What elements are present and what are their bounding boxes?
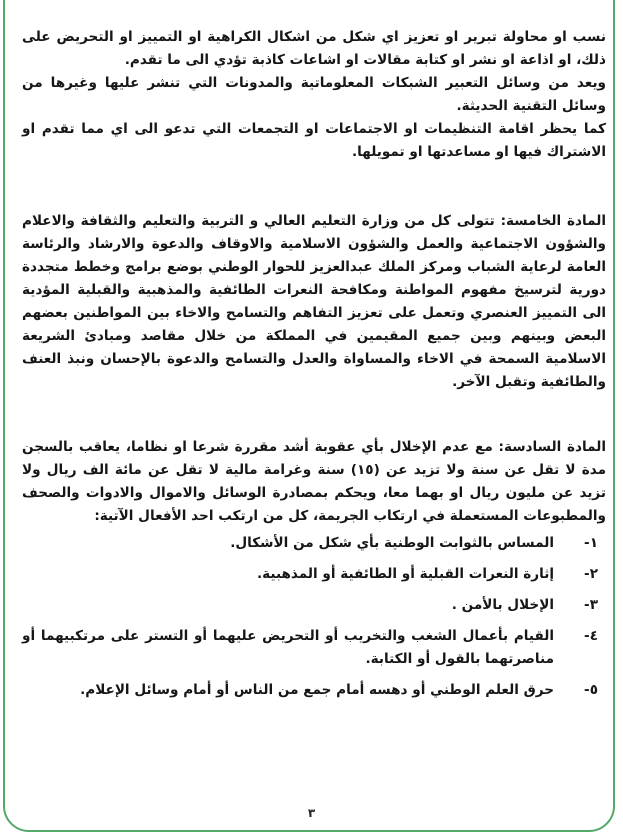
list-item-text: حرق العلم الوطني أو دهسه أمام جمع من الناس أو أمام وسائل الإعلام. (80, 682, 554, 698)
page-number: ٣ (307, 806, 316, 820)
list-item (22, 563, 606, 586)
article-six: المادة السادسة: مع عدم الإخلال بأي عقوبة أشد مقررة شرعا او نظاما، يعاقب بالسجن مدة لا تقل عن سنة ولا تزيد عن (١٥) سنة وغرامة مالية لا تقل عن مائة الف ريال ولا تزيد عن مليون ريال او بهما معا، ويحكم بمصادرة الوسائل والاموال والادوات والصحف والمطبوعات المستعملة في ارتكاب الجريمة، كل من ارتكب احد الأفعال الآتية: (22, 439, 606, 524)
list-item-number: ٢- (584, 566, 598, 582)
list-item-number: ٥- (584, 682, 598, 698)
intro-paragraph-1: نسب او محاولة تبرير او تعزيز اي شكل من اشكال الكراهية او التمييز او التحريض على ذلك، او اذاعة او نشر او كتابة مقالات او اشاعات كاذبة تؤدي الى ما تقدم. (22, 29, 606, 68)
offense-list (22, 532, 606, 702)
document-body (22, 26, 606, 710)
intro-paragraph-3: كما يحظر اقامة التنظيمات او الاجتماعات او التجمعات التي تدعو الى اي مما تقدم او الاشتراك فيها او مساعدتها او تمويلها. (22, 121, 606, 160)
list-item (22, 679, 606, 702)
list-item-text: المساس بالثوابت الوطنية بأي شكل من الأشكال. (230, 535, 554, 551)
list-item-number: ٤- (584, 628, 598, 644)
article-five: المادة الخامسة: تتولى كل من وزارة التعليم العالي و التربية والتعليم والثقافة والاعلام والشؤون الاجتماعية والعمل والشؤون الاسلامية والاوقاف والدعوة والارشاد والرئاسة العامة لرعاية الشباب ومركز الملك عبدالعزيز للحوار الوطني بوضع برامج وخطط متجددة دورية لترسيخ مفهوم المواطنة ومكافحة النعرات الطائفية والمذهبية والقبلية المؤدية الى التمييز العنصري وتعمل على تعزيز التفاهم والتسامح والاخاء بين المواطنين بعضهم البعض وبينهم وبين جميع المقيمين في المملكة من خلال مقاصد ومبادئ الشريعة الاسلامية السمحة في الاخاء والمساواة والعدل والتسامح والدعوة بالإحسان ونبذ العنف والطائفية وتقبل الآخر. (22, 213, 606, 390)
list-item-number: ١- (584, 535, 598, 551)
list-item (22, 625, 606, 671)
list-item-number: ٣- (584, 597, 598, 613)
list-item (22, 594, 606, 617)
list-item-text: القيام بأعمال الشغب والتخريب أو التحريض عليهما أو التستر على مرتكبيهما أو مناصرتهما بالقول أو الكتابة. (22, 628, 554, 667)
intro-paragraph-2: ويعد من وسائل التعبير الشبكات المعلوماتية والمدونات التي تنشر عليها وغيرها من وسائل التقنية الحديثة. (22, 75, 606, 114)
list-item (22, 532, 606, 555)
list-item-text: إثارة النعرات القبلية أو الطائفية أو المذهبية. (257, 566, 554, 582)
list-item-text: الإخلال بالأمن . (451, 597, 554, 613)
